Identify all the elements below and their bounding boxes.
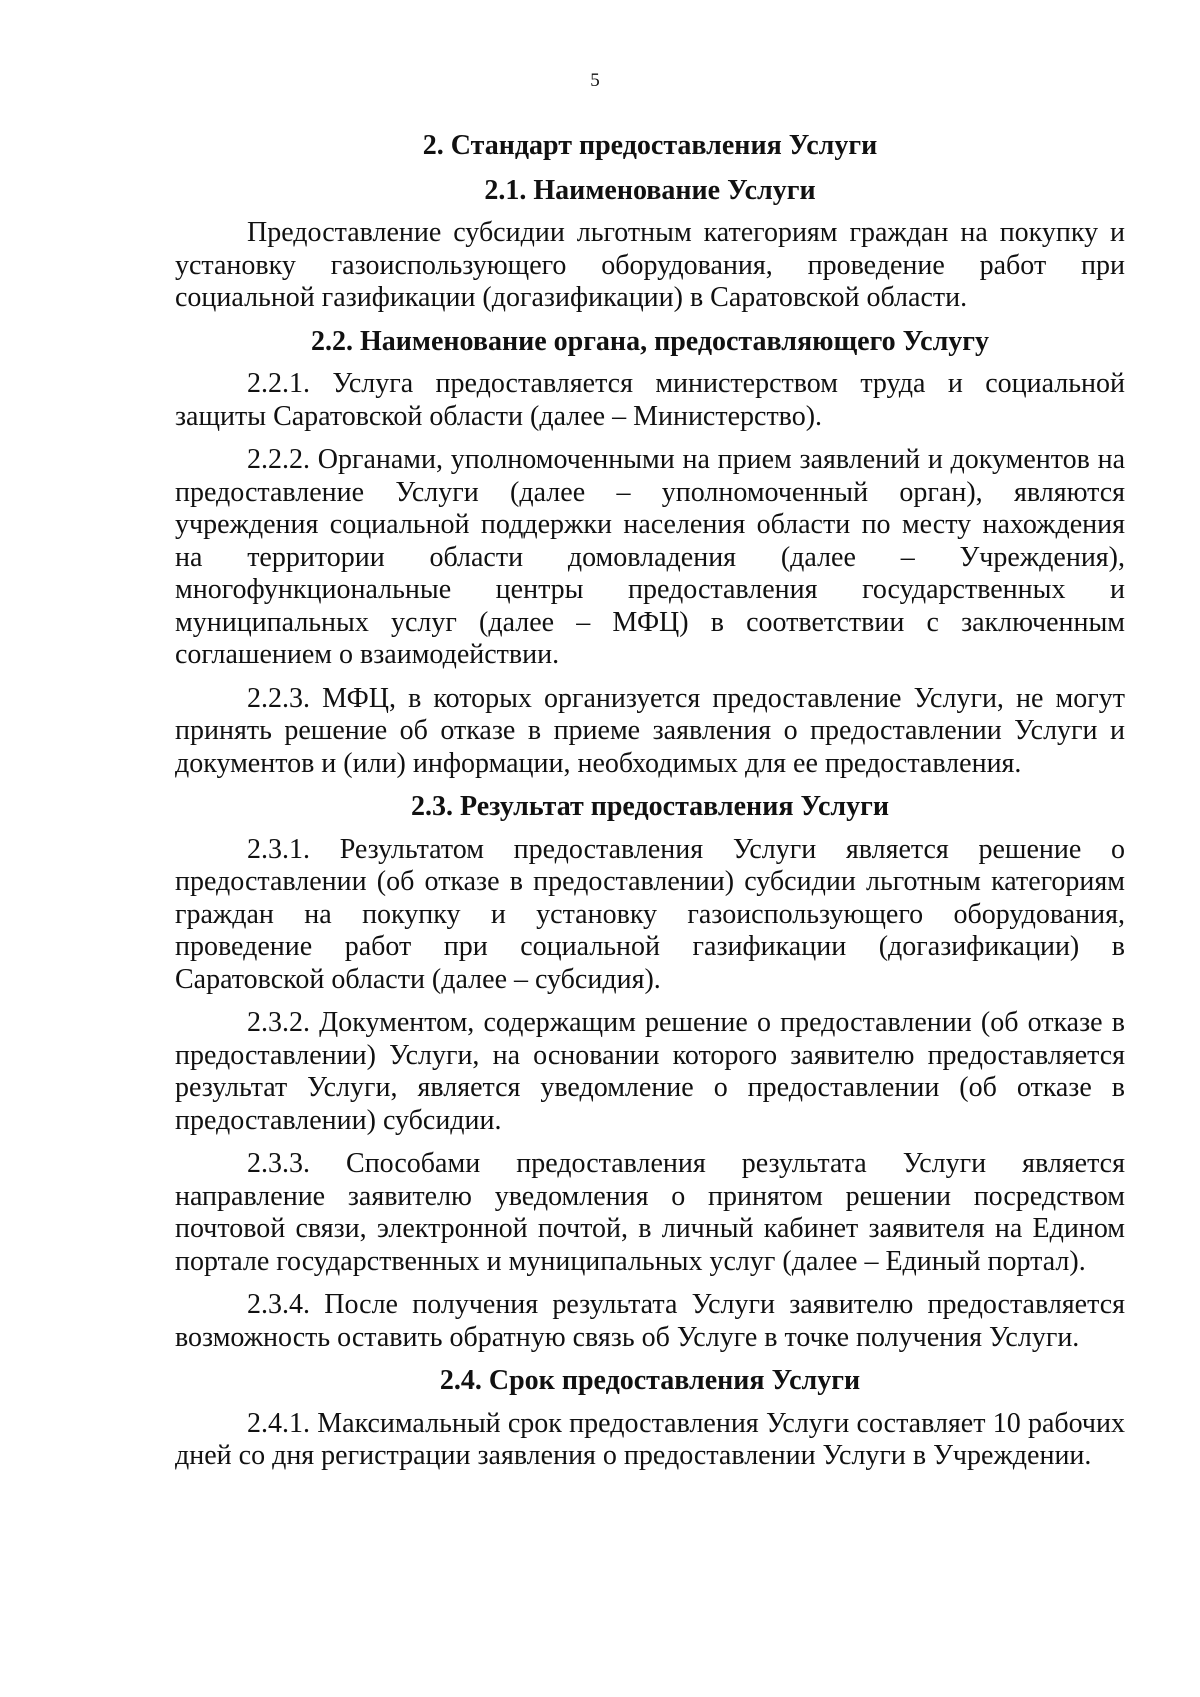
section-heading: 2.4. Срок предоставления Услуги [439, 1365, 861, 1396]
section-2-1 [175, 175, 1125, 315]
paragraph: 2.3.4. После получения результата Услуги заявителю предоставляется возможность оставить обратную связь об Услуге в точке получения Услуги. [175, 1289, 1125, 1353]
chapter-title: 2. Стандарт предоставления Услуги [422, 130, 878, 161]
section-2-2 [175, 326, 1125, 781]
section-2-4 [175, 1365, 1125, 1473]
paragraph: 2.2.1. Услуга предоставляется министерством труда и социальной защиты Саратовской области (далее – Министерство). [175, 368, 1125, 432]
paragraph: 2.2.3. МФЦ, в которых организуется предоставление Услуги, не могут принять решение об отказе в приеме заявления о предоставлении Услуги и документов и (или) информации, необходимых для ее предоставления. [175, 682, 1125, 779]
section-2-3 [175, 791, 1125, 1354]
paragraph: 2.3.2. Документом, содержащим решение о предоставлении (об отказе в предоставлении) Услуги, на основании которого заявителю предоставляется результат Услуги, является уведомление о предоставлении (об отказе в предоставлении) субсидии. [175, 1007, 1125, 1136]
paragraph: 2.4.1. Максимальный срок предоставления Услуги составляет 10 рабочих дней со дня регистрации заявления о предоставлении Услуги в Учреждении. [175, 1407, 1125, 1471]
section-heading: 2.1. Наименование Услуги [484, 174, 816, 206]
paragraph: 2.2.2. Органами, уполномоченными на прием заявлений и документов на предоставление Услуги (далее – уполномоченный орган), являются учреждения социальной поддержки населения области по месту нахождения на территории области домовладения (далее – Учреждения), многофункциональные центры предоставления государственных и муниципальных услуг (далее – МФЦ) в соответствии с заключенным соглашением о взаимодействии. [175, 444, 1125, 670]
page-number: 5 [590, 70, 600, 91]
page-content [175, 130, 1125, 1484]
paragraph: 2.3.1. Результатом предоставления Услуги является решение о предоставлении (об отказе в предоставлении) субсидии льготным категориям граждан на покупку и установку газоиспользующего оборудования, проведение работ при социальной газификации (догазификации) в Саратовской области (далее – субсидия). [175, 833, 1125, 995]
paragraph: 2.3.3. Способами предоставления результата Услуги является направление заявителю уведомления о принятом решении посредством почтовой связи, электронной почтой, в личный кабинет заявителя на Едином портале государственных и муниципальных услуг (далее – Единый портал). [175, 1148, 1125, 1277]
section-heading: 2.3. Результат предоставления Услуги [411, 791, 889, 822]
section-heading: 2.2. Наименование органа, предоставляющего Услугу [310, 325, 989, 357]
paragraph: Предоставление субсидии льготным категориям граждан на покупку и установку газоиспользующего оборудования, проведение работ при социальной газификации (догазификации) в Саратовской области. [175, 217, 1125, 313]
